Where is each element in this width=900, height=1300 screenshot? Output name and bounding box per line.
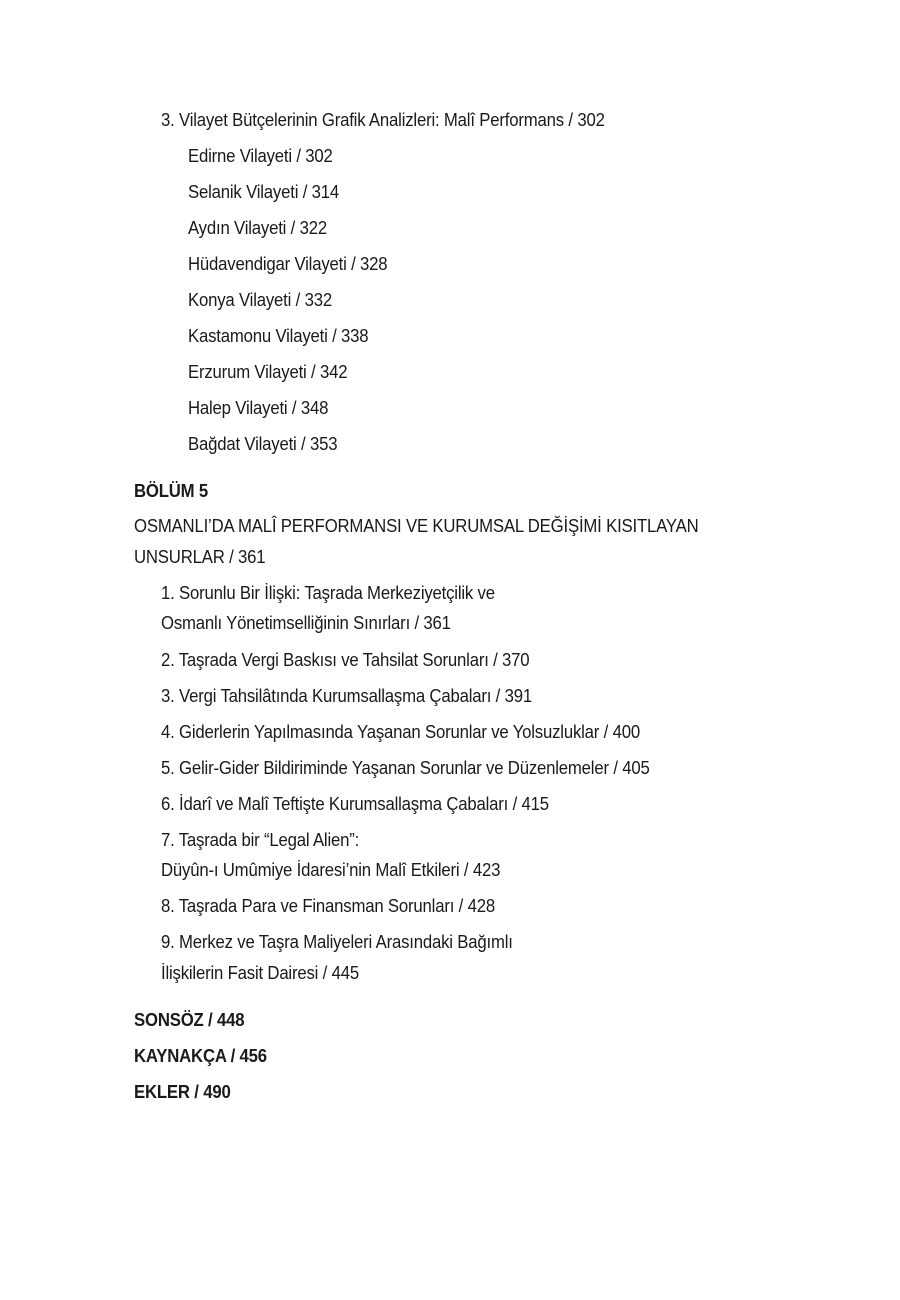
toc-entry-kaynakca: KAYNAKÇA / 456: [134, 1046, 267, 1066]
toc-entry-5-4: 4. Giderlerin Yapılmasında Yaşanan Sorunlar ve Yolsuzluklar / 400: [161, 722, 640, 742]
toc-entry-erzurum: Erzurum Vilayeti / 342: [188, 362, 348, 382]
toc-entry-halep: Halep Vilayeti / 348: [188, 398, 329, 418]
toc-entry-5-9-line-1: 9. Merkez ve Taşra Maliyeleri Arasındaki Bağımlı: [161, 932, 513, 952]
toc-entry-5-3: 3. Vergi Tahsilâtında Kurumsallaşma Çabaları / 391: [161, 686, 532, 706]
toc-entry-5-6: 6. İdarî ve Malî Teftişte Kurumsallaşma Çabaları / 415: [161, 794, 549, 814]
toc-entry-edirne: Edirne Vilayeti / 302: [188, 146, 333, 166]
toc-entry-bagdat: Bağdat Vilayeti / 353: [188, 434, 338, 454]
chapter-5-title-line-2: UNSURLAR / 361: [134, 547, 266, 567]
toc-entry-5-1-line-2: Osmanlı Yönetimselliğinin Sınırları / 361: [161, 613, 451, 633]
toc-entry-5-1-line-1: 1. Sorunlu Bir İlişki: Taşrada Merkeziyetçilik ve: [161, 583, 495, 603]
toc-entry-selanik: Selanik Vilayeti / 314: [188, 182, 340, 202]
chapter-5-title-line-1: OSMANLI’DA MALÎ PERFORMANSI VE KURUMSAL DEĞİŞİMİ KISITLAYAN: [134, 516, 699, 536]
toc-entry-5-5: 5. Gelir-Gider Bildiriminde Yaşanan Sorunlar ve Düzenlemeler / 405: [161, 758, 650, 778]
toc-entry-kastamonu: Kastamonu Vilayeti / 338: [188, 326, 369, 346]
toc-entry-5-8: 8. Taşrada Para ve Finansman Sorunları / 428: [161, 896, 495, 916]
toc-entry-sonsoz: SONSÖZ / 448: [134, 1010, 245, 1030]
section-3-heading: 3. Vilayet Bütçelerinin Grafik Analizleri: Malî Performans / 302: [161, 110, 605, 130]
toc-entry-5-9-line-2: İlişkilerin Fasit Dairesi / 445: [161, 963, 359, 983]
toc-entry-konya: Konya Vilayeti / 332: [188, 290, 332, 310]
toc-entry-5-7-line-2: Düyûn-ı Umûmiye İdaresi’nin Malî Etkileri / 423: [161, 860, 501, 880]
toc-entry-aydin: Aydın Vilayeti / 322: [188, 218, 327, 238]
chapter-5-label: BÖLÜM 5: [134, 481, 209, 501]
toc-entry-5-2: 2. Taşrada Vergi Baskısı ve Tahsilat Sorunları / 370: [161, 650, 530, 670]
toc-entry-ekler: EKLER / 490: [134, 1082, 231, 1102]
toc-entry-5-7-line-1: 7. Taşrada bir “Legal Alien”:: [161, 830, 360, 850]
toc-entry-hudavendigar: Hüdavendigar Vilayeti / 328: [188, 254, 388, 274]
